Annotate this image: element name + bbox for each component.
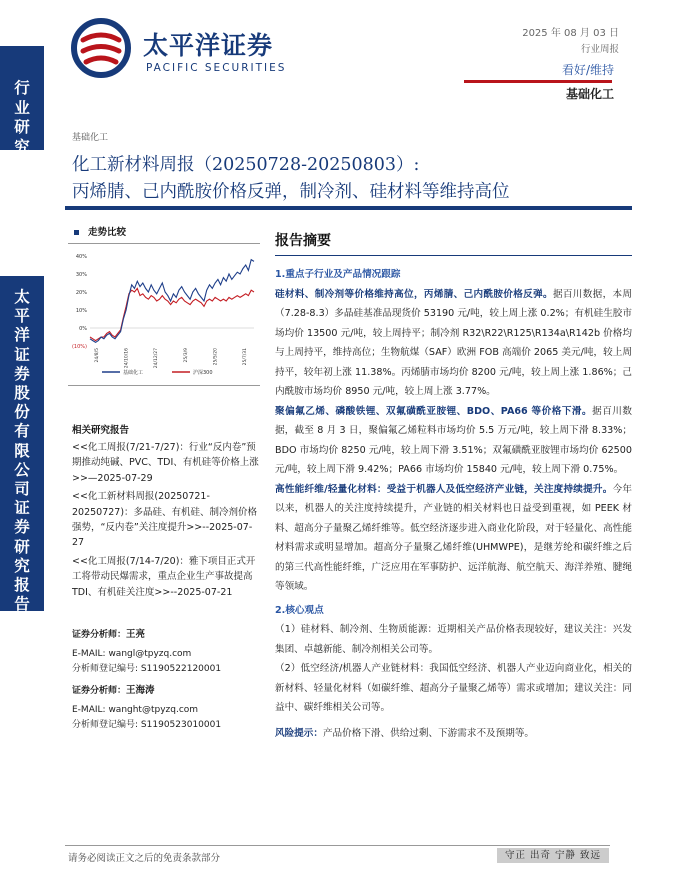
y-tick-label: (10%) <box>71 344 87 350</box>
footer-disclaimer: 请务必阅读正文之后的免责条款部分 <box>68 853 221 864</box>
footer-divider <box>65 845 610 846</box>
page-title-line1: 化工新材料周报（20250728-20250803）: <box>72 155 420 175</box>
rating: 看好/维持 <box>561 63 614 77</box>
logo-chinese: 太平洋证券 <box>143 31 274 60</box>
sidebar-bottom-text: 太平洋证券股份有限公司证券研究报告 <box>14 287 30 614</box>
header-sector: 基础化工 <box>565 87 614 101</box>
series-line <box>90 260 254 343</box>
y-tick-label: 40% <box>75 254 87 260</box>
x-tick-label: 24/10/16 <box>124 348 130 369</box>
s2-p2: （2）低空经济/机器人产业链材料：我国低空经济、机器人产业迈向商业化，相关的新材料、轻量化材料（如碳纤维、超高分子量聚乙烯等）需求或增加；建议关注：同益中、碳纤维相关公司等。 <box>275 663 632 713</box>
y-tick-label: 30% <box>75 272 87 278</box>
related-reports-list <box>72 440 262 603</box>
s1-p2-body: 据百川数据，截至 8 月 3 日，聚偏氟乙烯粒料市场均价 5.5 万元/吨，较上周下滑 8.33%； BDO 市场均价 8250 元/吨，较上周下滑 3.51%；双氟磺酰亚胺锂市场均价 62500 元/吨，较上周下滑 9.42%；PA66 市场均价 15840 元/吨，较上周下滑 0.75%。 <box>275 405 632 475</box>
analyst-email[interactable]: wangl@tpyzq.com <box>108 649 192 659</box>
analyst-label: 证券分析师： <box>72 686 127 696</box>
related-report-item[interactable]: <<化工周报(7/14-7/20)：雅下项目正式开工将带动民爆需求，重点企业生产事故提高TDI、有机硅关注度>>--2025-07-21 <box>72 555 256 598</box>
analyst-1 <box>72 627 262 677</box>
risk-head: 风险提示： <box>275 727 323 739</box>
s1-p3-body: 今年以来，机器人的关注度持续提升，产业链的相关材料也日益受到重视，如 PEEK 材料、超高分子量聚乙烯纤维等。低空经济逐步进入商业化阶段，对于轻量化、高性能材料需求或明显增加。超高分子量聚乙烯纤维(UHMWPE)，是继芳纶和碳纤维之后的第三代高性能纤维，广泛应用在军事防护、远洋航海、航空航天、海洋养殖、腱绳等领域。 <box>275 483 632 592</box>
page-title-line2: 丙烯腈、己内酰胺价格反弹，制冷剂、硅材料等维持高位 <box>72 182 510 202</box>
report-type: 行业周报 <box>580 44 619 55</box>
x-tick-label: 24/12/27 <box>154 348 160 369</box>
breadcrumb: 基础化工 <box>72 133 109 143</box>
s1-p2-head: 聚偏氟乙烯、磷酸铁锂、双氟磺酰亚胺锂、BDO、PA66 等价格下滑。 <box>275 405 593 417</box>
chart-bottom-rule <box>68 385 260 386</box>
abstract-divider <box>275 255 632 256</box>
trend-chart <box>66 248 262 383</box>
reg-label: 分析师登记编号: <box>72 720 139 730</box>
sidebar-top-banner <box>0 46 44 156</box>
title-divider <box>65 206 632 210</box>
risk-body: 产品价格下滑、供给过剩、下游需求不及预期等。 <box>322 727 535 739</box>
section-1-title: 1.重点子行业及产品情况跟踪 <box>275 269 401 280</box>
chart-top-rule <box>68 243 260 244</box>
logo-emblem-icon <box>69 16 133 80</box>
s1-p3-head: 高性能纤维/轻量化材料：受益于机器人及低空经济产业链，关注度持续提升。 <box>275 483 613 495</box>
x-tick-label: 25/5/20 <box>213 348 219 366</box>
related-report-item[interactable]: <<化工周报(7/21-7/27)：行业“反内卷”预期推动纯碱、PVC、TDI、有机硅等价格上涨>>—2025-07-29 <box>72 442 259 484</box>
analyst-email[interactable]: wanght@tpyzq.com <box>108 705 199 715</box>
analyst-name: 王海涛 <box>126 685 155 696</box>
sidebar-bottom-banner <box>0 276 44 614</box>
company-logo <box>72 20 302 80</box>
x-tick-label: 25/3/9 <box>183 348 189 363</box>
abstract-body <box>275 265 632 743</box>
email-label: E-MAIL: <box>72 649 106 659</box>
s1-p1-head: 硅材料、制冷剂等价格维持高位，丙烯腈、己内酰胺价格反弹。 <box>275 288 553 300</box>
legend-label: 基础化工 <box>123 370 144 376</box>
logo-english: PACIFIC SECURITIES <box>146 62 287 74</box>
rating-divider <box>464 80 612 83</box>
x-tick-label: 25/7/31 <box>243 348 248 366</box>
y-tick-label: 0% <box>79 326 87 332</box>
analyst-label: 证券分析师： <box>72 630 127 640</box>
s2-p1: （1）硅材料、制冷剂、生物质能源：近期相关产品价格表现较好，建议关注：兴发集团、卓越新能、制冷剂相关公司等。 <box>275 624 632 655</box>
analyst-name: 王亮 <box>126 629 146 640</box>
analyst-reg-no: S1190522120001 <box>140 664 222 674</box>
reg-label: 分析师登记编号: <box>72 664 139 674</box>
trend-label: 走势比较 <box>74 224 126 238</box>
x-tick-label: 24/8/5 <box>95 348 100 363</box>
report-date: 2025 年 08 月 03 日 <box>522 28 619 39</box>
y-tick-label: 10% <box>75 308 87 314</box>
y-tick-label: 20% <box>75 290 87 296</box>
analyst-2 <box>72 683 262 733</box>
legend-label: 沪深300 <box>193 370 213 376</box>
analyst-reg-no: S1190523010001 <box>140 720 222 730</box>
footer-motto: 守正 出奇 宁静 致远 <box>497 848 609 863</box>
related-report-item[interactable]: <<化工新材料周报(20250721-20250727)：多晶硅、有机硅、制冷剂价格强势，“反内卷”关注度提升>>--2025-07-27 <box>72 491 258 549</box>
s1-p1-body: 据百川数据，本周（7.28-8.3）多晶硅基准品现货价 53190 元/吨，较上周上涨 0.2%；有机硅生胶市场均价 13500 元/吨，较上周持平；制冷剂 R32\R22\R125\R134a\R142b 价格均与上周持平，维持高位；生物航煤（SAF）欧洲 FOB 高端价 2065 美元/吨，较上周持平，较年初上涨 11.38%。丙烯腈市场均价 8200 元/吨，较上周上涨 1.86%；己内酰胺市场均价 8950 元/吨，较上周上涨 3.77%。 <box>275 288 633 397</box>
email-label: E-MAIL: <box>72 705 106 715</box>
related-reports-title: 相关研究报告 <box>72 425 130 436</box>
section-2-title: 2.核心观点 <box>275 604 324 616</box>
abstract-title: 报告摘要 <box>275 233 331 249</box>
sidebar-top-text: 行业研究 <box>14 78 30 156</box>
